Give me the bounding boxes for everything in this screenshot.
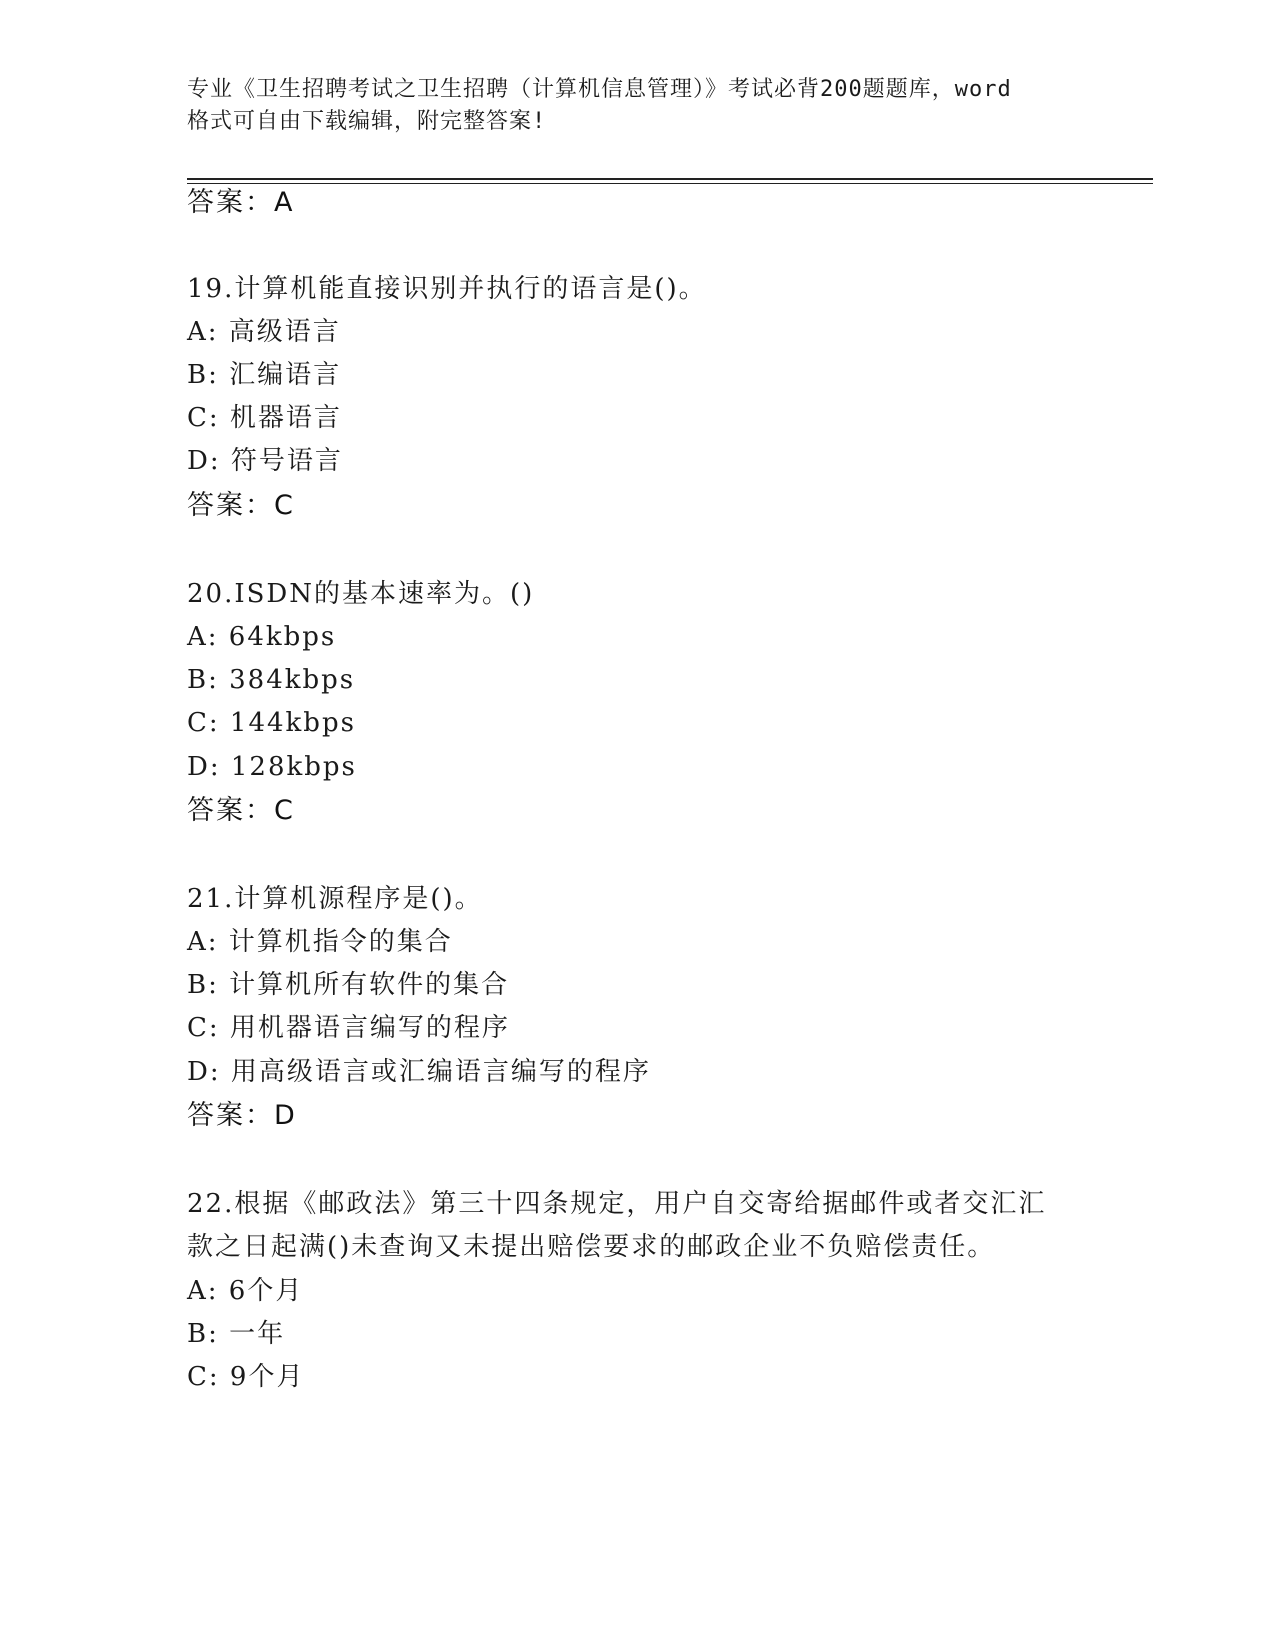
question-19-answer: 答案：C [187,490,295,521]
header-line-2: 格式可自由下载编辑，附完整答案! [187,109,547,134]
question-20-option-b: B: 384kbps [187,665,356,695]
question-19-option-c: C: 机器语言 [187,403,342,433]
question-22-option-b: B: 一年 [187,1319,286,1349]
question-20-option-a: A: 64kbps [187,622,337,652]
question-19-option-d: D: 符号语言 [187,446,343,476]
question-21-option-c: C: 用机器语言编写的程序 [187,1013,510,1043]
question-21-option-b: B: 计算机所有软件的集合 [187,970,510,1000]
question-21-option-a: A: 计算机指令的集合 [187,927,453,957]
question-20-option-d: D: 128kbps [187,752,357,782]
question-19-stem: 19.计算机能直接识别并执行的语言是()。 [187,274,707,304]
question-19-option-b: B: 汇编语言 [187,360,342,390]
header-divider-thin [187,183,1153,184]
question-20-option-c: C: 144kbps [187,708,356,738]
question-22-option-c: C: 9个月 [187,1362,305,1392]
question-20-stem: 20.ISDN的基本速率为。() [187,579,535,609]
header-divider [187,178,1153,180]
document-header [187,74,1087,138]
answer-previous: 答案：A [187,187,295,218]
question-21-answer: 答案：D [187,1100,297,1131]
question-21-option-d: D: 用高级语言或汇编语言编写的程序 [187,1057,651,1087]
question-22-option-a: A: 6个月 [187,1276,304,1306]
header-line-1: 专业《卫生招聘考试之卫生招聘（计算机信息管理）》考试必背200题题库，word [187,77,1012,102]
question-19-option-a: A: 高级语言 [187,317,341,347]
question-22-stem-line-2: 款之日起满()未查询又未提出赔偿要求的邮政企业不负赔偿责任。 [187,1232,996,1262]
question-21-stem: 21.计算机源程序是()。 [187,884,483,914]
question-22-stem-line-1: 22.根据《邮政法》第三十四条规定，用户自交寄给据邮件或者交汇汇 [187,1189,1047,1219]
question-20-answer: 答案：C [187,795,295,826]
